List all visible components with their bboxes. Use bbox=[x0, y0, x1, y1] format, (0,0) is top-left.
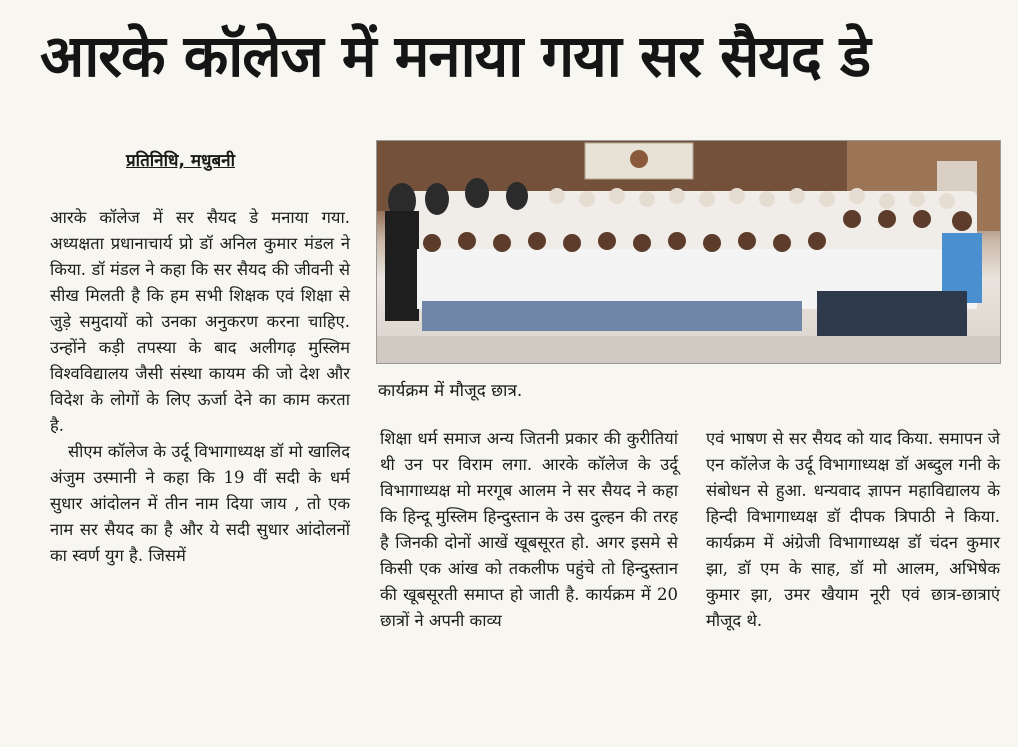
article-paragraph: सीएम कॉलेज के उर्दू विभागाध्यक्ष डॉ मो खालिद अंजुम उस्मानी ने कहा कि 19 वीं सदी के धर्म सुधार आंदोलन में तीन नाम दिया जाय , तो एक नाम सर सैयद का है और ये सदी सुधार आंदोलनों का स्वर्ण युग है. जिसमें bbox=[50, 442, 350, 565]
article-paragraph: आरके कॉलेज में सर सैयद डे मनाया गया. अध्यक्षता प्रधानाचार्य प्रो डॉ अनिल कुमार मंडल ने किया. डॉ मंडल ने कहा कि सर सैयद की जीवनी से सीख मिलती है कि हम सभी शिक्षक एवं शिक्षा से जुड़े समुदायों को उनका अनुकरण करना चाहिए. उन्होंने कड़ी तपस्या के बाद अलीगढ़ मुस्लिम विश्वविद्यालय जैसी संस्था कायम की जो देश और विदेश के लोगों के लिए ऊर्जा देने का काम करता है. bbox=[50, 208, 350, 435]
byline: प्रतिनिधि, मधुबनी bbox=[126, 151, 236, 171]
article-paragraph: एवं भाषण से सर सैयद को याद किया. समापन जे एन कॉलेज के उर्दू विभागाध्यक्ष डॉ अब्दुल गनी के संबोधन से हुआ. धन्यवाद ज्ञापन महाविद्यालय के हिन्दी विभागाध्यक्ष डॉ दीपक त्रिपाठी ने किया. कार्यक्रम में अंग्रेजी विभागाध्यक्ष डॉ चंदन कुमार झा, डॉ एम के साह, डॉ मो आलम, अभिषेक कुमार झा, उमर खैयाम नूरी एवं छात्र-छात्राएं मौजूद थे. bbox=[706, 429, 1000, 630]
headline: आरके कॉलेज में मनाया गया सर सैयद डे bbox=[40, 22, 870, 90]
group-photo-illustration bbox=[377, 141, 1000, 363]
article-column-2 bbox=[380, 426, 678, 634]
photo-caption: कार्यक्रम में मौजूद छात्र. bbox=[378, 381, 523, 401]
article-paragraph: शिक्षा धर्म समाज अन्य जितनी प्रकार की कुरीतियां थी उन पर विराम लगा. आरके कॉलेज के उर्दू विभागाध्यक्ष मो मरगूब आलम ने सर सैयद ने कहा कि हिन्दू मुस्लिम हिन्दुस्तान के उस दुल्हन की तरह है जिनकी दोनों आखें खूबसूरत हो. अगर इसमे से किसी एक आंख को तकलीफ पहुंचे तो हिन्दुस्तान की खूबसूरती समाप्त हो जाती है. कार्यक्रम में 20 छात्रों ने अपनी काव्य bbox=[380, 429, 678, 630]
article-column-1 bbox=[50, 205, 350, 569]
group-photo bbox=[376, 140, 1001, 364]
article-column-3 bbox=[706, 426, 1000, 634]
